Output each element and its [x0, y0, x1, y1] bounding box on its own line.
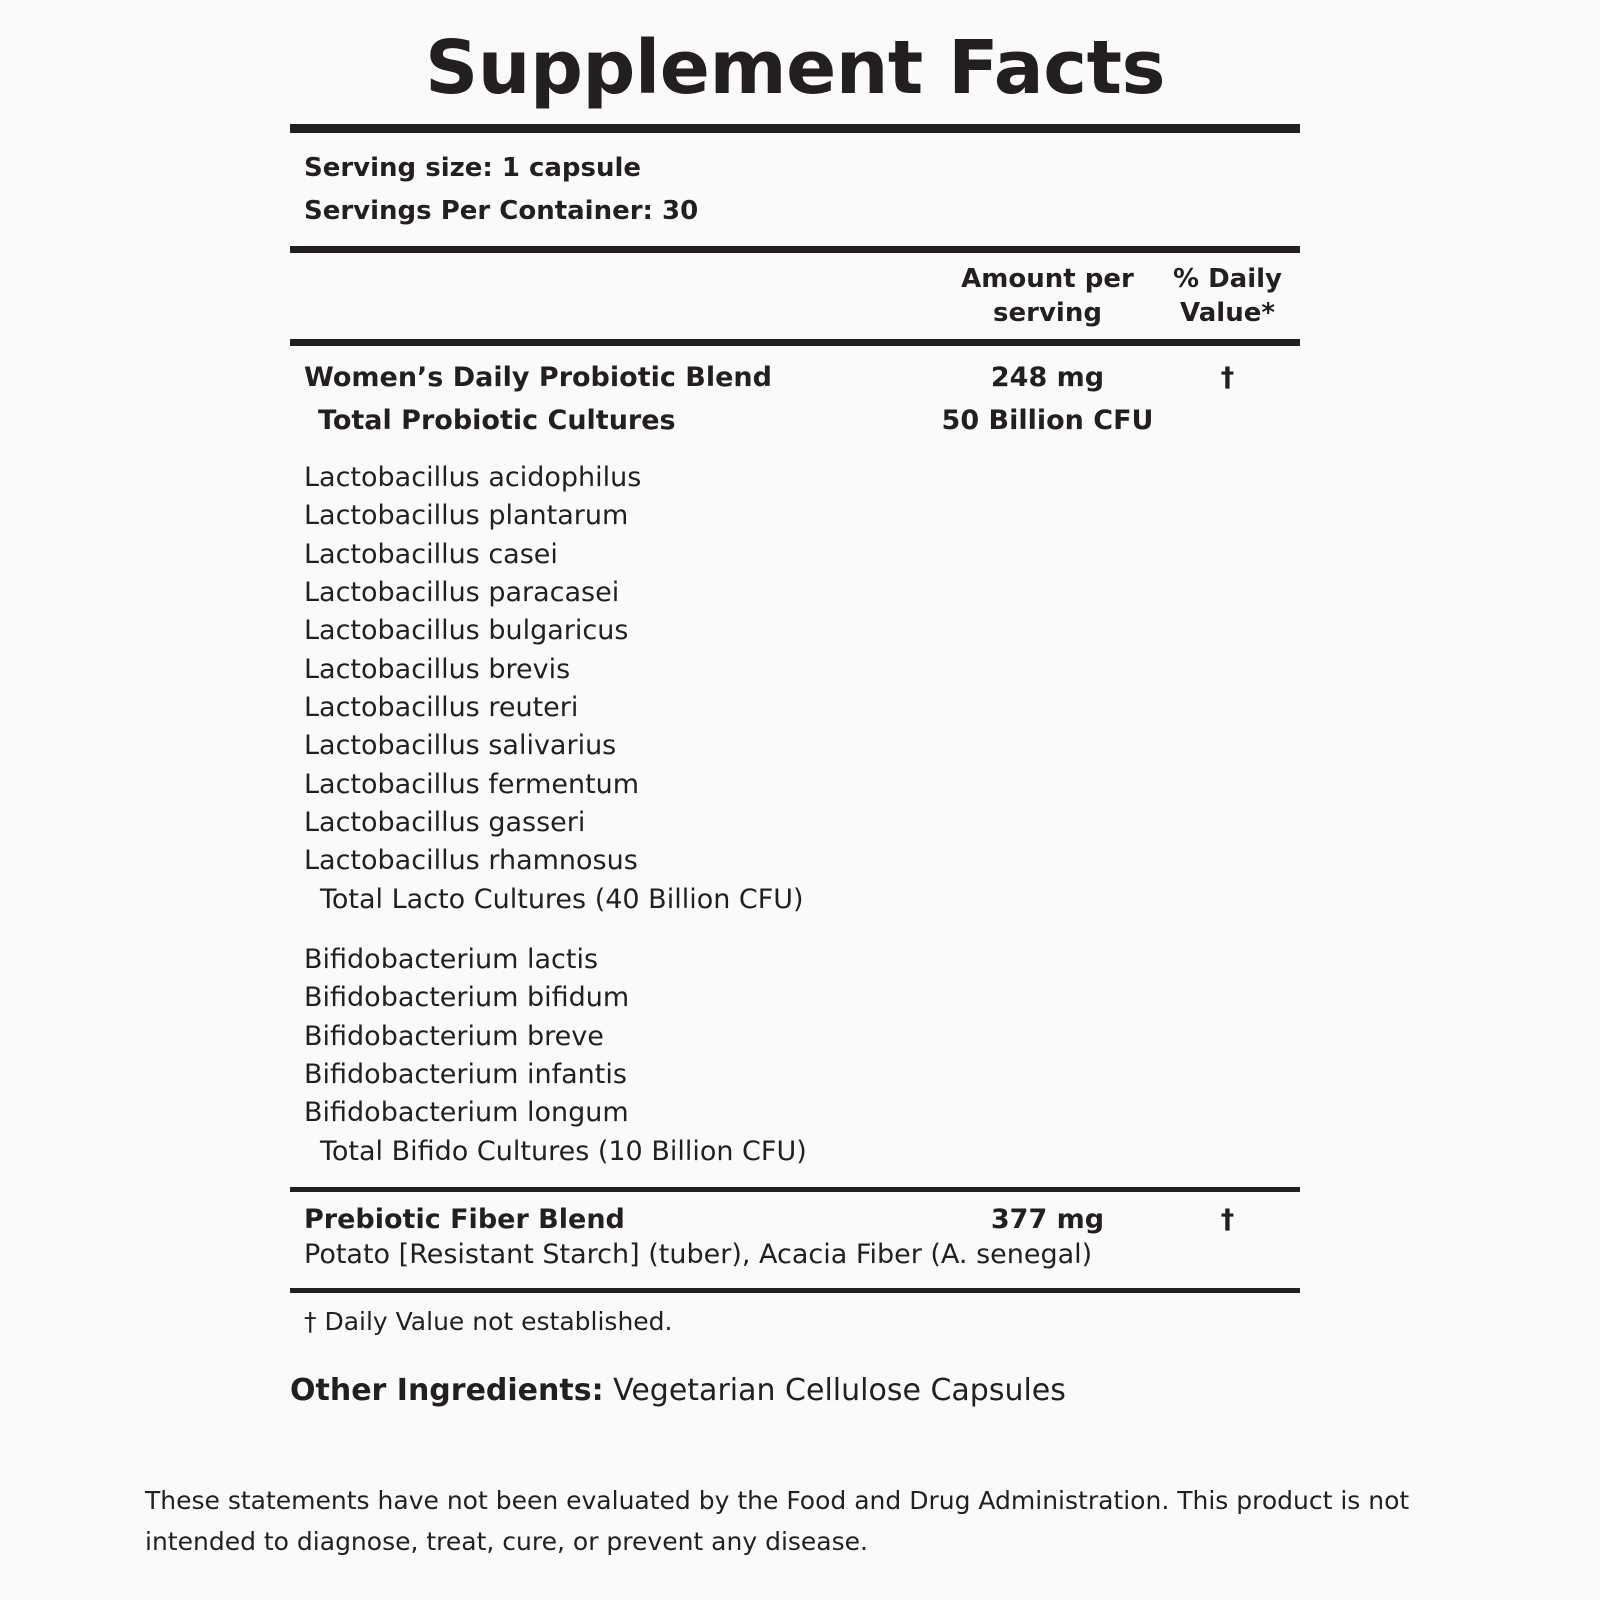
blend-daily-value: †	[1220, 361, 1235, 393]
list-item: Lactobacillus fermentum	[304, 768, 640, 800]
list-item: Bifidobacterium bifidum	[304, 982, 630, 1014]
other-ingredients	[290, 1340, 1300, 1413]
spacer-after-totals	[290, 443, 1300, 459]
other-ingredients-label: Other Ingredients:	[290, 1373, 604, 1408]
serving-info	[290, 133, 1300, 246]
list-item: Lactobacillus rhamnosus	[304, 845, 638, 877]
list-item: Lactobacillus gasseri	[304, 807, 586, 839]
column-headers	[290, 253, 1300, 339]
list-item: Lactobacillus casei	[304, 538, 558, 570]
list-item: Lactobacillus plantarum	[304, 500, 629, 532]
total-cultures-label: Total Probiotic Cultures	[318, 405, 676, 437]
divider-below-columns	[290, 339, 1300, 346]
bifido-total: Total Bifido Cultures (10 Billion CFU)	[320, 1135, 807, 1167]
list-item: Bifidobacterium lactis	[304, 944, 599, 976]
serving-size: Serving size: 1 capsule	[304, 152, 642, 183]
spacer-before-prebiotic	[290, 1171, 1300, 1187]
prebiotic-blend-amount: 377 mg	[990, 1204, 1105, 1235]
spacer-between-groups	[290, 919, 1300, 941]
supplement-facts-table	[290, 25, 1300, 1413]
lacto-total: Total Lacto Cultures (40 Billion CFU)	[320, 883, 804, 915]
prebiotic-ingredients: Potato [Resistant Starch] (tuber), Acacia Fiber (A. senegal)	[304, 1239, 1093, 1270]
list-item: Lactobacillus brevis	[304, 653, 571, 685]
prebiotic-blend-daily-value: †	[1220, 1204, 1235, 1235]
total-probiotic-cultures-row	[290, 399, 1300, 443]
fda-disclaimer: These statements have not been evaluated by the Food and Drug Administration. This product is not intended to diagnose, treat, cure, or prevent any disease.	[145, 1486, 1410, 1557]
list-item: Bifidobacterium infantis	[304, 1059, 627, 1091]
list-item: Lactobacillus salivarius	[304, 730, 617, 762]
other-ingredients-value: Vegetarian Cellulose Capsules	[613, 1373, 1066, 1408]
bifido-strain-list	[290, 941, 1300, 1171]
list-item: Lactobacillus acidophilus	[304, 462, 642, 494]
blend-name: Women’s Daily Probiotic Blend	[304, 361, 772, 393]
page-title: Supplement Facts	[424, 25, 1166, 111]
list-item: Lactobacillus bulgaricus	[304, 615, 629, 647]
blend-row-probiotic	[290, 346, 1300, 400]
servings-per-container: Servings Per Container: 30	[304, 196, 699, 227]
list-item: Bifidobacterium longum	[304, 1097, 629, 1129]
column-header-amount: Amount per serving	[961, 264, 1134, 328]
list-item: Lactobacillus reuteri	[304, 692, 579, 724]
total-cultures-amount: 50 Billion CFU	[941, 405, 1154, 437]
prebiotic-blend-name: Prebiotic Fiber Blend	[304, 1204, 625, 1235]
lacto-strain-list	[290, 459, 1300, 919]
blend-row-prebiotic	[290, 1192, 1300, 1235]
daily-value-footnote: † Daily Value not established.	[304, 1306, 673, 1336]
blend-amount: 248 mg	[990, 361, 1105, 393]
list-item: Lactobacillus paracasei	[304, 577, 620, 609]
list-item: Bifidobacterium breve	[304, 1020, 604, 1052]
divider-top	[290, 124, 1300, 133]
divider-above-columns	[290, 246, 1300, 253]
column-header-daily-value: % Daily Value*	[1172, 264, 1282, 328]
